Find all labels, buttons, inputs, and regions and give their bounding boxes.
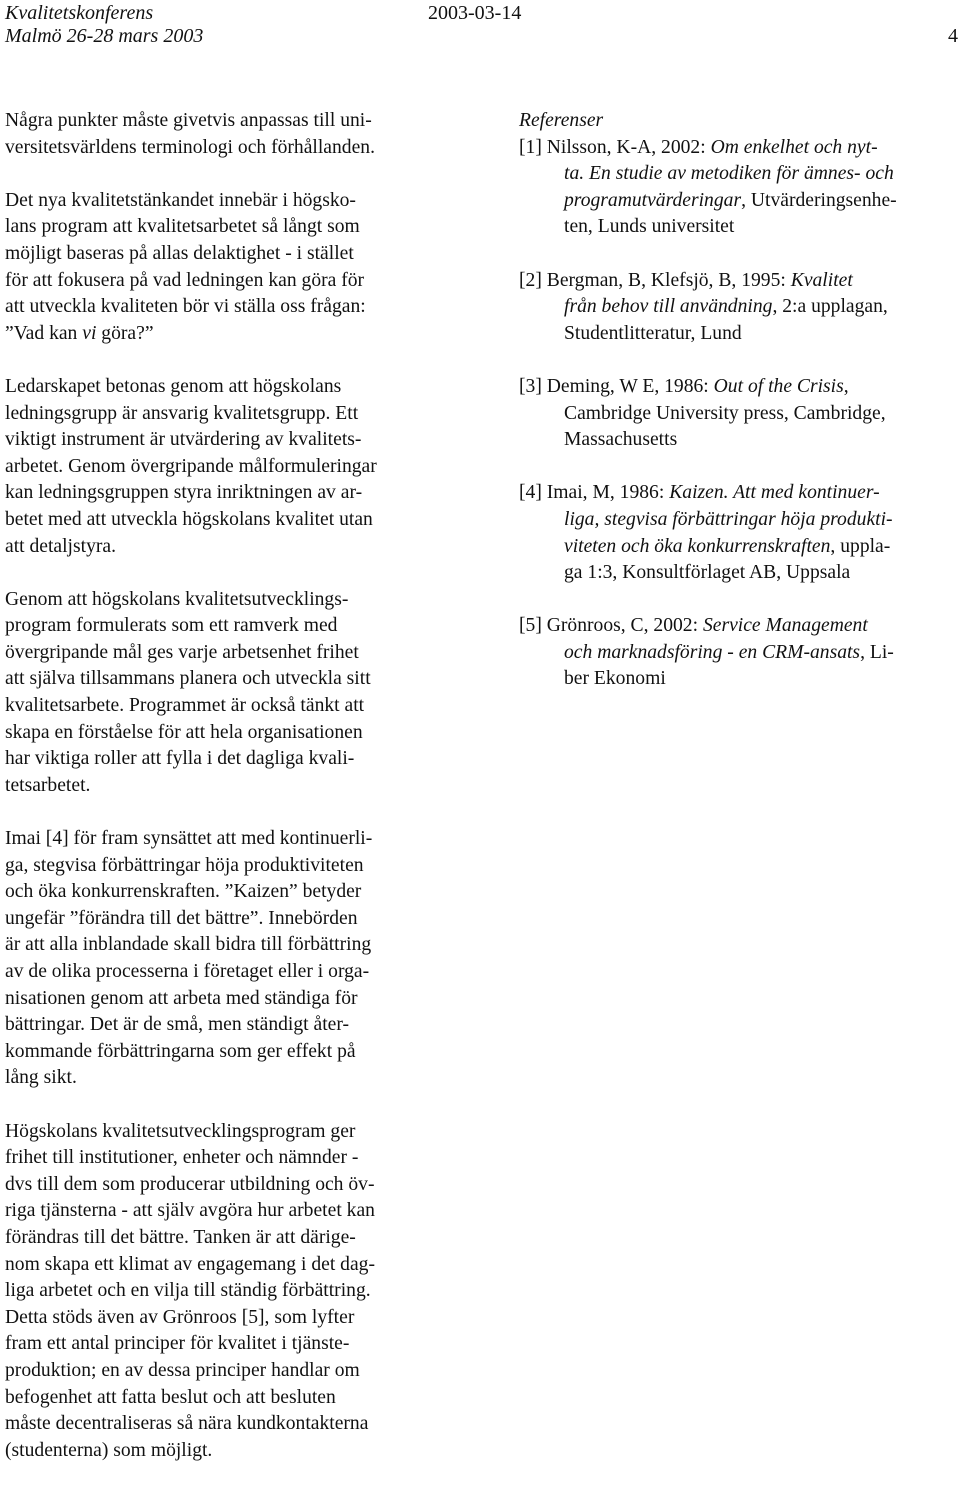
paragraph [5,826,457,1092]
paragraph-line: och öka konkurrenskraften. ”Kaizen” betyder [5,881,362,903]
paragraph-line: betet med att utveckla högskolans kvalitet utan [5,508,373,530]
paragraph-line: versitetsvärldens terminologi och förhållanden. [5,136,375,158]
references-heading: Referenser [519,110,604,131]
header-date: 2003-03-14 [428,2,522,24]
paragraph-line: Ledarskapet betonas genom att högskolans [5,375,342,397]
paragraph-line: riga tjänsterna - att själv avgöra hur arbetet kan [5,1200,375,1222]
paragraph-line: befogenhet att fatta beslut och att besluten [5,1386,336,1408]
paragraph-line: förändras till det bättre. Tanken är att därige- [5,1226,356,1248]
paragraph-line: att detaljstyra. [5,535,116,557]
reference-line: ber Ekonomi [564,668,666,690]
reference-line [519,507,959,534]
text-run: , Li- [860,641,894,663]
paragraph-line: tetsarbetet. [5,774,91,796]
reference-line [519,613,959,640]
paragraph [5,188,457,348]
paragraph-line: kvalitetsarbete. Programmet är också tänkt att [5,695,365,717]
emphasis: ta. En studie av metodiken för ämnes- och [564,163,894,185]
reference-line: Cambridge University press, Cambridge, [564,402,886,424]
reference-line [519,188,959,215]
text-run: ”Vad kan [5,322,83,344]
text-run: [3] Deming, W E, 1986: [519,375,714,397]
emphasis: programutvärderingar [564,189,742,211]
paragraph-line: möjligt baseras på allas delaktighet - i stället [5,242,354,264]
paragraph-line: nom skapa ett klimat av engagemang i det dag- [5,1253,375,1275]
conference-name: Kvalitetskonferens [5,2,154,24]
paragraph-line: Detta stöds även av Grönroos [5], som lyfter [5,1306,355,1328]
paragraph-line: ledningsgrupp är ansvarig kvalitetsgrupp. Ett [5,402,359,424]
paragraph-line: viktigt instrument är utvärdering av kvalitets- [5,429,362,451]
emphasis: Om enkelhet och nyt- [710,136,878,158]
text-run: [5] Grönroos, C, 2002: [519,615,703,637]
paragraph-line: fram ett antal principer för kvalitet i tjänste- [5,1333,350,1355]
paragraph-line: produktion; en av dessa principer handlar om [5,1359,360,1381]
emphasis: från behov till användning [564,296,773,318]
emphasis: viteten och öka konkurrenskraften [564,535,831,557]
paragraph-line: av de olika processerna i företaget eller i orga- [5,961,370,982]
paragraph-line: har viktiga roller att fylla i det dagliga kvali- [5,748,355,770]
reference-line [519,161,959,188]
paragraph-line: skapa en förståelse för att hela organisationen [5,721,363,743]
paragraph-line: att utveckla kvaliteten bör vi ställa oss frågan: [5,296,366,318]
paragraph-line: att själva tillsammans planera och utveckla sitt [5,668,371,690]
reference-item [519,135,959,241]
reference-line: Massachusetts [564,429,678,451]
text-run: , 2:a upplagan, [772,296,888,318]
reference-item [519,374,959,454]
paragraph-line: nisationen genom att arbeta med ständiga för [5,987,358,1009]
paragraph-lines [5,188,457,321]
paragraph-line: Genom att högskolans kvalitetsutvecklings- [5,588,349,610]
reference-line: ten, Lunds universitet [564,216,735,238]
reference-item [519,480,959,586]
paragraph [5,587,457,800]
emphasis: Kvalitet [790,269,853,291]
paragraph-line [5,321,457,348]
text-run: göra?” [96,322,154,344]
paragraph-line: kommande förbättringarna som ger effekt på [5,1040,356,1062]
paragraph-line: (studenterna) som möjligt. [5,1439,213,1461]
paragraph-line: Högskolans kvalitetsutvecklingsprogram ger [5,1120,356,1142]
emphasis: vi [82,322,97,344]
emphasis: Out of the Crisis [713,375,844,397]
paragraph-line: liga arbetet och en vilja till ständig förbättring. [5,1280,371,1302]
left-column [5,108,457,1491]
page-number: 4 [948,25,958,47]
reference-line [519,374,959,401]
text-run: [1] Nilsson, K-A, 2002: [519,136,711,158]
text-run: , Utvärderingsenhe- [741,189,897,211]
reference-line [519,534,959,561]
paragraph-line: för att fokusera på vad ledningen kan göra för [5,269,365,291]
paragraph-line: bättringar. Det är de små, men ständigt åter- [5,1014,350,1036]
paragraph-line: Det nya kvalitetstänkandet innebär i högsko- [5,189,356,211]
text-run: [2] Bergman, B, Klefsjö, B, 1995: [519,269,791,291]
text-run: , [843,375,849,397]
paragraph-line: är att alla inblandade skall bidra till förbättring [5,934,372,956]
reference-line: ga 1:3, Konsultförlaget AB, Uppsala [564,562,851,584]
paragraph-line: Några punkter måste givetvis anpassas till uni- [5,110,372,131]
conference-location: Malmö 26-28 mars 2003 [5,25,204,47]
paragraph-line: frihet till institutioner, enheter och nämnder - [5,1147,359,1169]
paragraph-line: lans program att kvalitetsarbetet så långt som [5,216,360,238]
paragraph-line: ga, stegvisa förbättringar höja produktiviteten [5,854,364,876]
reference-item [519,613,959,693]
paragraph-line: ungefär ”förändra till det bättre”. Innebörden [5,907,358,929]
paragraph [5,108,457,161]
paragraph-line: måste decentraliseras så nära kundkontakterna [5,1413,369,1435]
paragraph [5,374,457,560]
paragraph-line: program formulerats som ett ramverk med [5,615,338,637]
paragraph-line: lång sikt. [5,1067,77,1089]
text-run: , uppla- [830,535,891,557]
paragraph-line: arbetet. Genom övergripande målformuleringar [5,455,377,477]
emphasis: Kaizen. Att med kontinuer- [669,482,880,504]
reference-line: Studentlitteratur, Lund [564,322,742,344]
emphasis: liga, stegvisa förbättringar höja produkti- [564,508,893,530]
text-run: [4] Imai, M, 1986: [519,482,670,504]
reference-line [519,135,959,162]
reference-line [519,640,959,667]
paragraph-line: Imai [4] för fram synsättet att med kontinuerli- [5,828,373,850]
paragraph-line: övergripande mål ges varje arbetsenhet frihet [5,641,359,663]
reference-item [519,268,959,348]
paragraph [5,1119,457,1465]
reference-line [519,268,959,295]
paragraph-line: kan ledningsgruppen styra inriktningen av ar- [5,482,363,504]
emphasis: Service Management [702,615,868,637]
reference-line [519,480,959,507]
paragraph-line: dvs till dem som producerar utbildning och öv- [5,1173,375,1195]
reference-line [519,294,959,321]
references-column [519,108,959,720]
emphasis: och marknadsföring - en CRM-ansats [564,641,861,663]
